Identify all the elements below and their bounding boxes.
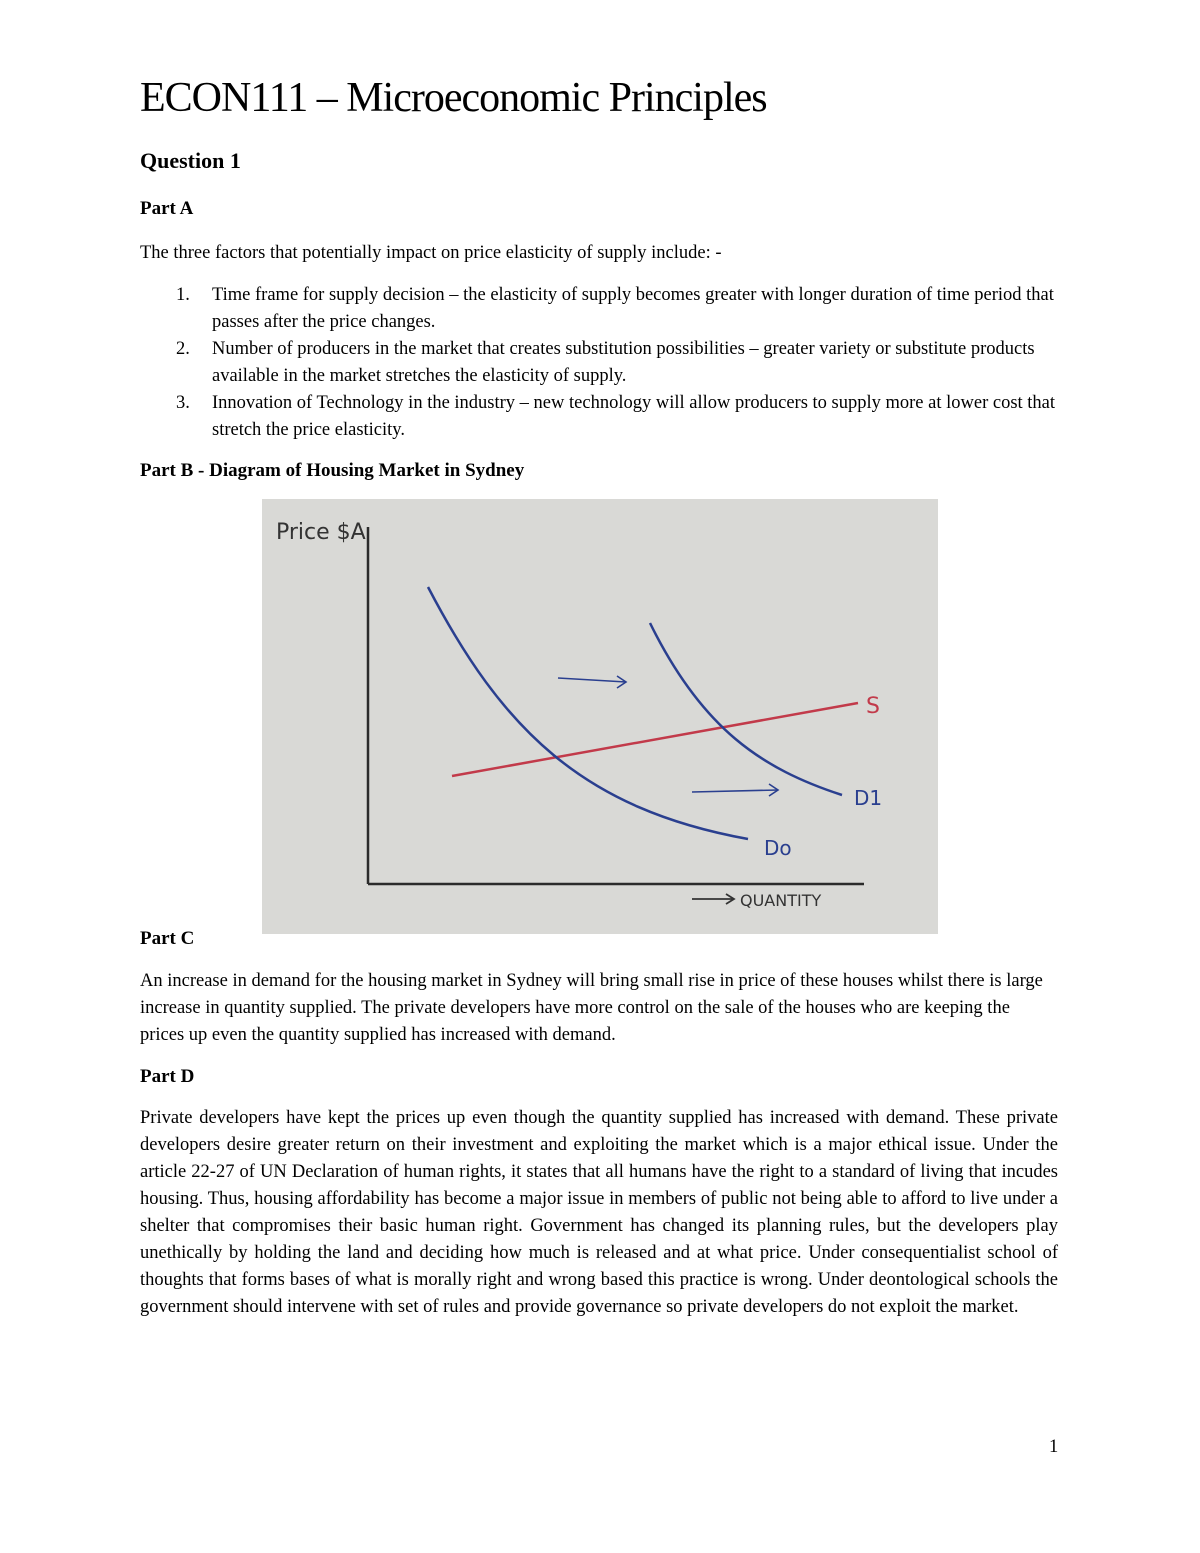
- part-a-intro: The three factors that potentially impact on price elasticity of supply include: -: [140, 243, 722, 263]
- question-heading: Question 1: [140, 148, 241, 173]
- part-d-text: Private developers have kept the prices up even though the quantity supplied has increased with demand. These private developers desire greater return on their investment and exploiting the market which is a major ethical issue. Under the article 22-27 of UN Declaration of human rights, it states that all humans have the right to a standard of living that incudes housing. Thus, housing affordability has become a major issue in members of public not being able to afford to live under a shelter that compromises their basic human right. Government has changed its planning rules, but the developers play unethically by holding the land and deciding how much is released and at what price. Under consequentialist school of thoughts that forms bases of what is morally right and wrong based this practice is wrong. Under deontological schools the government should intervene with set of rules and provide governance so private developers do not exploit the market.: [140, 1108, 1058, 1317]
- part-c-text: An increase in demand for the housing market in Sydney will bring small rise in price of these houses whilst there is large increase in quantity supplied. The private developers have more control on the sale of the houses who are keeping the prices up even the quantity supplied has increased with demand.: [140, 971, 1043, 1045]
- demand-curve-initial: [428, 587, 748, 839]
- part-b-heading: Part B - Diagram of Housing Market in Sydney: [140, 460, 525, 481]
- list-text: Innovation of Technology in the industry – new technology will allow producers to supply more at lower cost that stretch the price elasticity.: [212, 393, 1056, 440]
- shift-arrow-lower: [692, 790, 778, 792]
- list-number: 1.: [176, 285, 190, 305]
- list-number: 3.: [176, 393, 190, 413]
- factors-list: [140, 282, 1058, 444]
- list-item: [140, 336, 1058, 390]
- y-axis-label: Price $A: [276, 520, 366, 545]
- x-axis-label: QUANTITY: [740, 891, 822, 910]
- list-item: [140, 390, 1058, 444]
- diagram-svg: [262, 499, 938, 934]
- supply-label: S: [866, 694, 880, 719]
- part-d-heading: Part D: [140, 1066, 195, 1087]
- part-a-heading: Part A: [140, 198, 194, 219]
- shift-arrow-upper: [558, 678, 626, 682]
- demand-curve-new: [650, 623, 842, 795]
- list-item: [140, 282, 1058, 336]
- housing-market-diagram: [262, 499, 938, 934]
- part-c-heading: Part C: [140, 928, 195, 949]
- list-number: 2.: [176, 339, 190, 359]
- demand-initial-label: Do: [764, 836, 792, 860]
- demand-new-label: D1: [854, 786, 883, 810]
- list-text: Time frame for supply decision – the elasticity of supply becomes greater with longer duration of time period that passes after the price changes.: [212, 285, 1054, 332]
- document-title: ECON111 – Microeconomic Principles: [140, 75, 767, 121]
- page-number: 1: [1049, 1437, 1059, 1457]
- list-text: Number of producers in the market that creates substitution possibilities – greater variety or substitute products available in the market stretches the elasticity of supply.: [212, 339, 1035, 386]
